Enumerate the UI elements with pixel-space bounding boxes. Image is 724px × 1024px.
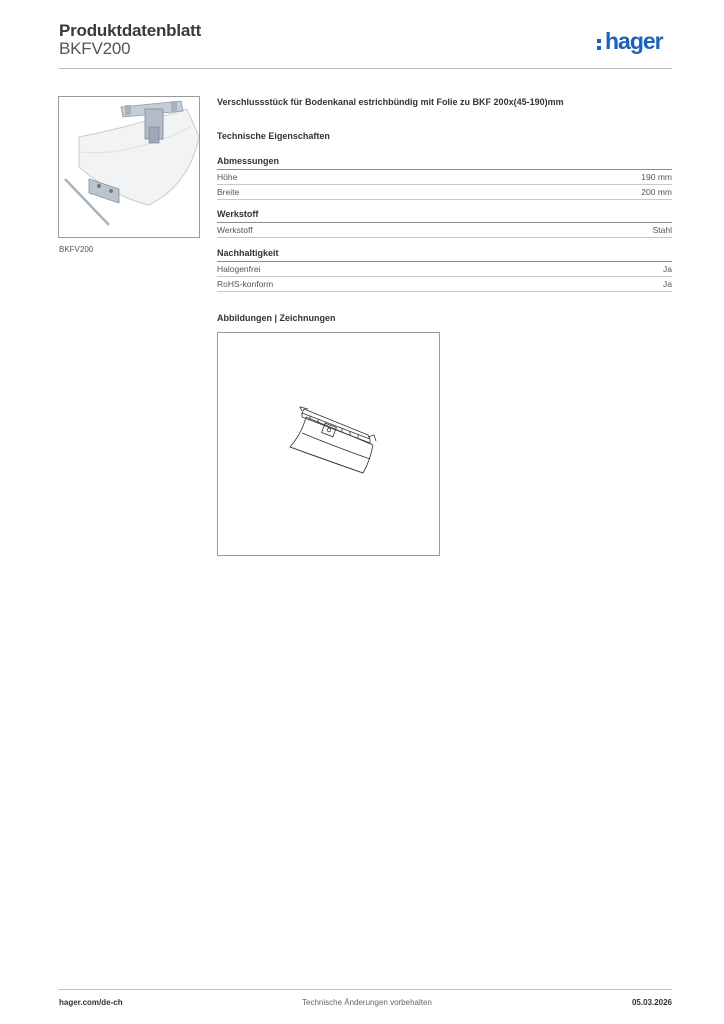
property-label: Höhe: [217, 172, 238, 182]
group-title: Nachhaltigkeit: [217, 248, 672, 262]
document-subtitle: BKFV200: [59, 39, 131, 58]
footer-website-link[interactable]: hager.com/de-ch: [59, 998, 123, 1007]
group-title: Werkstoff: [217, 209, 672, 223]
properties-heading: Technische Eigenschaften: [217, 131, 330, 141]
property-label: RoHS-konform: [217, 279, 274, 289]
footer-disclaimer: Technische Änderungen vorbehalten: [302, 998, 432, 1007]
property-value: 200 mm: [641, 187, 672, 197]
property-value: 190 mm: [641, 172, 672, 182]
property-value: Stahl: [652, 225, 672, 235]
property-row: [217, 170, 672, 185]
property-row: [217, 277, 672, 292]
property-group-material: [217, 209, 672, 238]
property-label: Halogenfrei: [217, 264, 261, 274]
property-row: [217, 262, 672, 277]
property-value: Ja: [663, 264, 672, 274]
product-image-caption: BKFV200: [59, 245, 94, 254]
property-row: [217, 185, 672, 200]
line-drawing-icon: [218, 333, 439, 555]
product-photo-icon: [59, 97, 199, 237]
group-title: Abmessungen: [217, 156, 672, 170]
product-description: Verschlussstück für Bodenkanal estrichbündig mit Folie zu BKF 200x(45-190)mm: [217, 97, 564, 107]
footer-divider: [59, 989, 672, 990]
property-label: Werkstoff: [217, 225, 253, 235]
hager-logo: [596, 30, 672, 54]
product-image: [58, 96, 200, 238]
property-value: Ja: [663, 279, 672, 289]
property-group-dimensions: [217, 156, 672, 200]
header-divider: [59, 68, 672, 69]
document-title: Produktdatenblatt: [59, 21, 202, 40]
technical-drawing: [217, 332, 440, 556]
logo-wordmark: hager: [605, 28, 663, 54]
property-label: Breite: [217, 187, 240, 197]
footer-date: 05.03.2026: [631, 998, 672, 1007]
drawings-heading: Abbildungen | Zeichnungen: [217, 313, 336, 323]
property-row: [217, 223, 672, 238]
property-group-sustainability: [217, 248, 672, 292]
